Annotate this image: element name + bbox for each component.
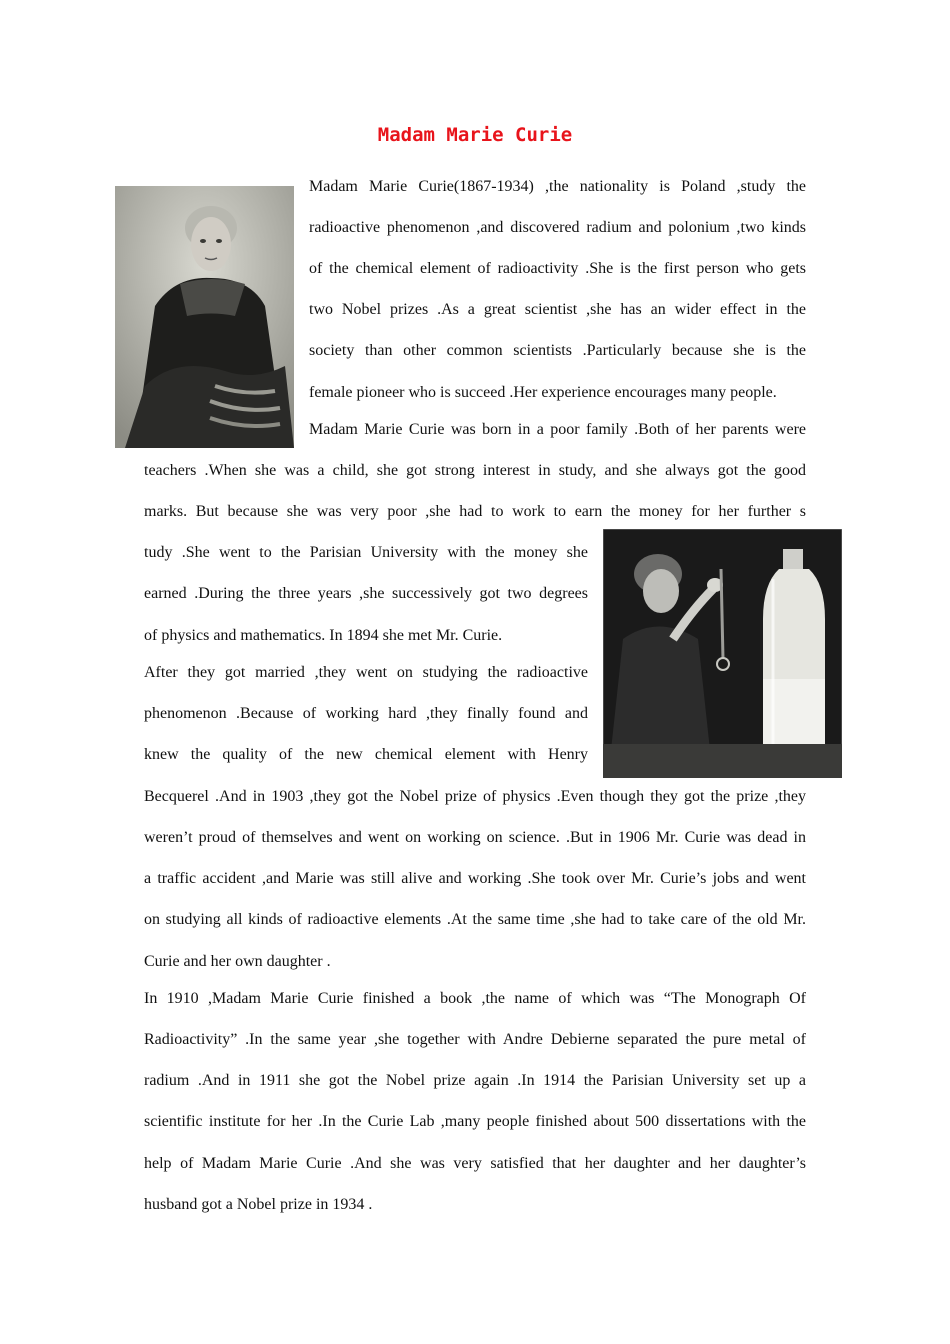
p1-line-4: two Nobel prizes .As a great scientist ,she has an wider effect in the [309,301,806,318]
p4-line-1: In 1910 ,Madam Marie Curie finished a book ,the name of which was “The Monograph Of [144,990,806,1007]
p3-line-2: phenomenon .Because of working hard ,they finally found and [144,705,588,722]
p2-line-5: earned .During the three years ,she successively got two degrees [144,585,588,602]
p3-line-5: weren’t proud of themselves and went on working on science. .But in 1906 Mr. Curie was dead in [144,829,806,846]
p4-line-4: scientific institute for her .In the Curie Lab ,many people finished about 500 dissertations with the [144,1113,806,1130]
p1-line-5: society than other common scientists .Particularly because she is the [309,342,806,359]
p3-line-1: After they got married ,they went on studying the radioactive [144,664,588,681]
p1-line-1: Madam Marie Curie(1867-1934) ,the nationality is Poland ,study the [309,178,806,195]
p3-line-6: a traffic accident ,and Marie was still alive and working .She took over Mr. Curie’s jobs and went [144,870,806,887]
p2-line-4: tudy .She went to the Parisian University with the money she [144,544,588,561]
p2-line-2: teachers .When she was a child, she got strong interest in study, and she always got the good [144,462,806,479]
p3-line-4: Becquerel .And in 1903 ,they got the Nobel prize of physics .Even though they got the prize ,they [144,788,806,805]
p4-line-5: help of Madam Marie Curie .And she was very satisfied that her daughter and her daughter’s [144,1155,806,1172]
p2-line-1: Madam Marie Curie was born in a poor family .Both of her parents were [309,421,806,438]
page-title: Madam Marie Curie [377,124,573,146]
p3-line-8: Curie and her own daughter . [144,953,331,970]
p2-line-6: of physics and mathematics. In 1894 she met Mr. Curie. [144,627,503,644]
p1-line-6: female pioneer who is succeed .Her experience encourages many people. [309,384,777,401]
p1-line-2: radioactive phenomenon ,and discovered radium and polonium ,two kinds [309,219,806,236]
p1-line-3: of the chemical element of radioactivity .She is the first person who gets [309,260,806,277]
p4-line-3: radium .And in 1911 she got the Nobel prize again .In 1914 the Parisian University set up a [144,1072,806,1089]
p3-line-3: knew the quality of the new chemical element with Henry [144,746,588,763]
portrait-photo [115,186,294,448]
p3-line-7: on studying all kinds of radioactive elements .At the same time ,she had to take care of the old Mr. [144,911,806,928]
lab-photo [603,529,842,778]
p2-line-3: marks. But because she was very poor ,she had to work to earn the money for her further s [144,503,806,520]
p4-line-2: Radioactivity” .In the same year ,she together with Andre Debierne separated the pure metal of [144,1031,806,1048]
p4-line-6: husband got a Nobel prize in 1934 . [144,1196,373,1213]
